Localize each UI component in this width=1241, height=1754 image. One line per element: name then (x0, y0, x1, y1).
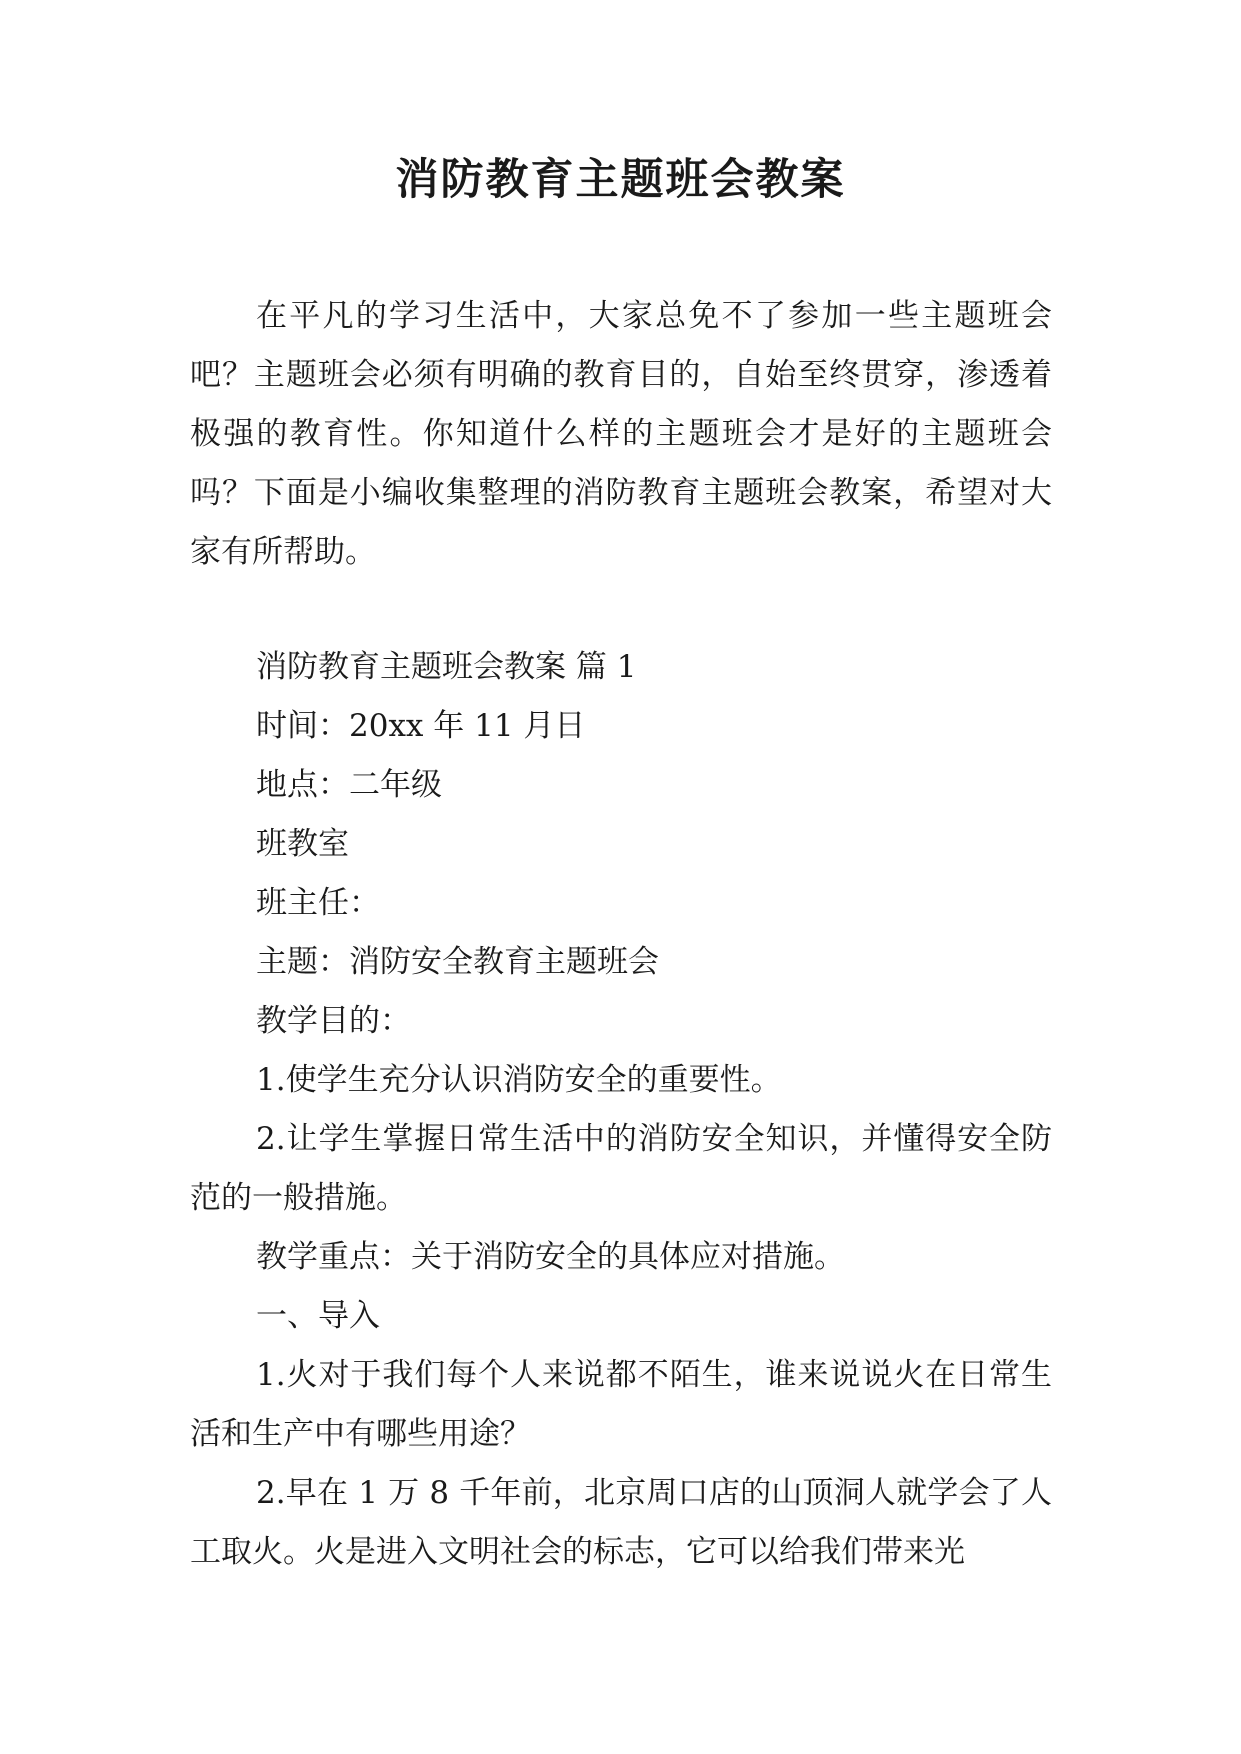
objectives-heading: 教学目的： (256, 1003, 411, 1039)
intro-item-2: 2.早在 1 万 8 千年前，北京周口店的山顶洞人就学会了人工取火。火是进入文明社会的标志，它可以给我们带来光 (190, 1475, 1052, 1570)
intro-section-heading: 一、导入 (256, 1298, 380, 1334)
document-title: 消防教育主题班会教案 (395, 155, 846, 205)
classroom-line: 班教室 (256, 826, 349, 862)
lesson-plan-body (190, 638, 1052, 1582)
intro-item-1: 1.火对于我们每个人来说都不陌生，谁来说说火在日常生活和生产中有哪些用途？ (190, 1357, 1052, 1452)
location-line: 地点：二年级 (256, 767, 442, 803)
objective-item-2: 2.让学生掌握日常生活中的消防安全知识，并懂得安全防范的一般措施。 (190, 1121, 1052, 1216)
teacher-line: 班主任： (256, 885, 380, 921)
time-line: 时间：20xx 年 11 月日 (256, 708, 586, 744)
intro-paragraph: 在平凡的学习生活中，大家总免不了参加一些主题班会吧？主题班会必须有明确的教育目的，自始至终贯穿，渗透着极强的教育性。你知道什么样的主题班会才是好的主题班会吗？下面是小编收集整理的消防教育主题班会教案，希望对大家有所帮助。 (190, 298, 1052, 570)
topic-line: 主题：消防安全教育主题班会 (256, 944, 659, 980)
key-points-line: 教学重点：关于消防安全的具体应对措施。 (256, 1239, 845, 1275)
objective-item-1: 1.使学生充分认识消防安全的重要性。 (256, 1062, 782, 1098)
section-heading: 消防教育主题班会教案 篇 1 (256, 649, 637, 685)
